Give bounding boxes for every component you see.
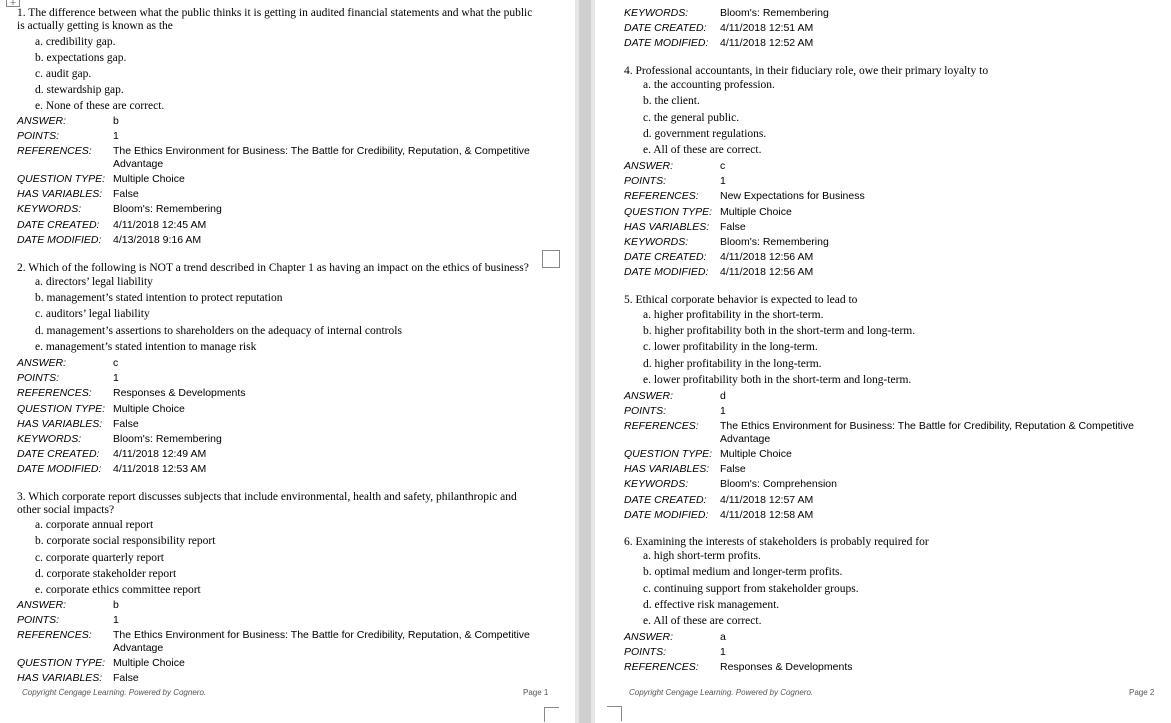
q6-answer-row bbox=[624, 631, 1164, 644]
q5-keywords-row bbox=[624, 478, 1164, 491]
q3-question-type-value: Multiple Choice bbox=[113, 657, 185, 669]
references-label: REFERENCES: bbox=[624, 190, 699, 202]
q5-answer-row bbox=[624, 390, 1164, 403]
q4-date-modified-row bbox=[624, 266, 1164, 279]
question-3-text: 3. Which corporate report discusses subjects that include environmental, health and safety, philanthropic and bbox=[17, 491, 517, 503]
q2-option-d: d. management’s assertions to shareholders on the adequacy of internal controls bbox=[35, 325, 402, 337]
q3-option-d: d. corporate stakeholder report bbox=[35, 568, 177, 580]
q2-question-type-row bbox=[17, 403, 557, 416]
q2-keywords-value: Bloom's: Remembering bbox=[113, 433, 222, 445]
q5-date-modified-value: 4/11/2018 12:58 AM bbox=[720, 509, 814, 521]
q3-option-e: e. corporate ethics committee report bbox=[35, 584, 201, 596]
date-modified-label: DATE MODIFIED: bbox=[624, 509, 709, 521]
prev-date-created-value: 4/11/2018 12:51 AM bbox=[720, 22, 814, 34]
q6-points-value: 1 bbox=[720, 646, 726, 658]
q5-date-created-value: 4/11/2018 12:57 AM bbox=[720, 494, 814, 506]
question-2-text: 2. Which of the following is NOT a trend described in Chapter 1 as having an impact on the ethics of business? bbox=[17, 262, 529, 274]
document-page-2 bbox=[595, 0, 1171, 723]
q4-points-row bbox=[624, 175, 1164, 188]
q1-question-type-row bbox=[17, 173, 557, 186]
question-1-text: 1. The difference between what the public thinks it is getting in audited financial statements and what the public bbox=[17, 7, 533, 19]
q6-option-d: d. effective risk management. bbox=[643, 599, 780, 611]
q5-option-a: a. higher profitability in the short-term. bbox=[643, 309, 824, 321]
question-type-label: QUESTION TYPE: bbox=[17, 403, 106, 415]
has-variables-label: HAS VARIABLES: bbox=[17, 188, 103, 200]
q1-references-row bbox=[17, 145, 557, 158]
q1-references-value-cont: Advantage bbox=[113, 158, 164, 170]
q4-references-row bbox=[624, 190, 1164, 203]
q3-option-a: a. corporate annual report bbox=[35, 519, 154, 531]
q3-has-variables-value: False bbox=[113, 672, 139, 684]
points-label: POINTS: bbox=[624, 175, 667, 187]
date-created-label: DATE CREATED: bbox=[624, 22, 707, 34]
points-label: POINTS: bbox=[624, 646, 667, 658]
page-corner-mark bbox=[544, 707, 559, 722]
q4-option-d: d. government regulations. bbox=[643, 128, 767, 140]
q4-points-value: 1 bbox=[720, 175, 726, 187]
q1-points-row bbox=[17, 130, 557, 143]
question-4-text: 4. Professional accountants, in their fiduciary role, owe their primary loyalty to bbox=[624, 65, 989, 77]
q3-points-value: 1 bbox=[113, 614, 119, 626]
answer-label: ANSWER: bbox=[17, 357, 67, 369]
q1-option-d: d. stewardship gap. bbox=[35, 84, 124, 96]
answer-label: ANSWER: bbox=[17, 599, 67, 611]
q5-question-type-row bbox=[624, 448, 1164, 461]
q5-has-variables-value: False bbox=[720, 463, 746, 475]
q4-option-b: b. the client. bbox=[643, 95, 700, 107]
q6-option-b: b. optimal medium and longer-term profits. bbox=[643, 566, 843, 578]
points-label: POINTS: bbox=[17, 372, 60, 384]
q1-has-variables-value: False bbox=[113, 188, 139, 200]
q4-keywords-value: Bloom's: Remembering bbox=[720, 236, 829, 248]
q2-has-variables-row bbox=[17, 418, 557, 431]
date-created-label: DATE CREATED: bbox=[624, 494, 707, 506]
q3-option-b: b. corporate social responsibility report bbox=[35, 535, 216, 547]
q1-keywords-value: Bloom's: Remembering bbox=[113, 203, 222, 215]
q1-question-type-value: Multiple Choice bbox=[113, 173, 185, 185]
has-variables-label: HAS VARIABLES: bbox=[17, 418, 103, 430]
q2-answer-row bbox=[17, 357, 557, 370]
q2-option-a: a. directors’ legal liability bbox=[35, 276, 153, 288]
answer-label: ANSWER: bbox=[624, 160, 674, 172]
q5-question-type-value: Multiple Choice bbox=[720, 448, 792, 460]
answer-label: ANSWER: bbox=[17, 115, 67, 127]
question-6-text: 6. Examining the interests of stakeholders is probably required for bbox=[624, 536, 929, 548]
q1-option-e: e. None of these are correct. bbox=[35, 100, 165, 112]
q5-points-value: 1 bbox=[720, 405, 726, 417]
question-1-text-cont: is actually getting is known as the bbox=[17, 20, 173, 32]
q1-option-c: c. audit gap. bbox=[35, 68, 92, 80]
q1-date-created-row bbox=[17, 219, 557, 232]
q3-references-value: The Ethics Environment for Business: The Battle for Credibility, Reputation, & Competitive bbox=[113, 629, 530, 641]
q1-option-a: a. credibility gap. bbox=[35, 36, 116, 48]
q2-answer-value: c bbox=[113, 357, 119, 369]
question-type-label: QUESTION TYPE: bbox=[624, 448, 713, 460]
q2-question-type-value: Multiple Choice bbox=[113, 403, 185, 415]
date-modified-label: DATE MODIFIED: bbox=[624, 266, 709, 278]
references-label: REFERENCES: bbox=[17, 387, 92, 399]
q1-keywords-row bbox=[17, 203, 557, 216]
q4-date-modified-value: 4/11/2018 12:56 AM bbox=[720, 266, 814, 278]
keywords-label: KEYWORDS: bbox=[17, 203, 82, 215]
q2-points-row bbox=[17, 372, 557, 385]
q5-date-created-row bbox=[624, 494, 1164, 507]
q1-date-modified-row bbox=[17, 234, 557, 247]
references-label: REFERENCES: bbox=[17, 629, 92, 641]
q3-references-value-cont: Advantage bbox=[113, 642, 164, 654]
q4-answer-row bbox=[624, 160, 1164, 173]
q2-references-row bbox=[17, 387, 557, 400]
q4-question-type-value: Multiple Choice bbox=[720, 206, 792, 218]
q5-answer-value: d bbox=[720, 390, 726, 402]
q3-answer-row bbox=[17, 599, 557, 612]
q4-answer-value: c bbox=[720, 160, 726, 172]
date-created-label: DATE CREATED: bbox=[624, 251, 707, 263]
q4-date-created-row bbox=[624, 251, 1164, 264]
page-footer-copyright: Copyright Cengage Learning. Powered by Cognero. bbox=[629, 688, 814, 697]
date-modified-label: DATE MODIFIED: bbox=[17, 234, 102, 246]
q2-references-value: Responses & Developments bbox=[113, 387, 246, 399]
keywords-label: KEYWORDS: bbox=[624, 236, 689, 248]
points-label: POINTS: bbox=[17, 130, 60, 142]
q6-points-row bbox=[624, 646, 1164, 659]
q3-question-type-row bbox=[17, 657, 557, 670]
references-label: REFERENCES: bbox=[624, 661, 699, 673]
move-handle-icon[interactable]: + bbox=[6, 0, 20, 7]
q6-answer-value: a bbox=[720, 631, 726, 643]
page-number: Page 1 bbox=[523, 688, 549, 697]
q1-has-variables-row bbox=[17, 188, 557, 201]
references-label: REFERENCES: bbox=[17, 145, 92, 157]
q2-keywords-row bbox=[17, 433, 557, 446]
date-created-label: DATE CREATED: bbox=[17, 448, 100, 460]
q5-option-e: e. lower profitability both in the short-term and long-term. bbox=[643, 374, 912, 386]
q5-option-b: b. higher profitability both in the short-term and long-term. bbox=[643, 325, 916, 337]
answer-label: ANSWER: bbox=[624, 390, 674, 402]
q5-keywords-value: Bloom's: Comprehension bbox=[720, 478, 837, 490]
q5-option-d: d. higher profitability in the long-term. bbox=[643, 358, 822, 370]
q1-points-value: 1 bbox=[113, 130, 119, 142]
vertical-scrollbar[interactable] bbox=[579, 0, 591, 723]
date-modified-label: DATE MODIFIED: bbox=[624, 37, 709, 49]
q1-answer-value: b bbox=[113, 115, 119, 127]
q3-points-row bbox=[17, 614, 557, 627]
q1-date-created-value: 4/11/2018 12:45 AM bbox=[113, 219, 207, 231]
q5-has-variables-row bbox=[624, 463, 1164, 476]
question-3-text-cont: other social impacts? bbox=[17, 504, 115, 516]
q3-option-c: c. corporate quarterly report bbox=[35, 552, 164, 564]
checkbox[interactable] bbox=[542, 250, 560, 268]
points-label: POINTS: bbox=[17, 614, 60, 626]
answer-label: ANSWER: bbox=[624, 631, 674, 643]
q4-references-value: New Expectations for Business bbox=[720, 190, 865, 202]
q6-option-a: a. high short-term profits. bbox=[643, 550, 761, 562]
q4-question-type-row bbox=[624, 206, 1164, 219]
q6-references-row bbox=[624, 661, 1164, 674]
prev-date-modified-value: 4/11/2018 12:52 AM bbox=[720, 37, 814, 49]
q4-option-a: a. the accounting profession. bbox=[643, 79, 775, 91]
has-variables-label: HAS VARIABLES: bbox=[624, 221, 710, 233]
page-footer-copyright: Copyright Cengage Learning. Powered by Cognero. bbox=[22, 688, 207, 697]
q2-date-created-row bbox=[17, 448, 557, 461]
q5-references-value-cont: Advantage bbox=[720, 433, 771, 445]
date-created-label: DATE CREATED: bbox=[17, 219, 100, 231]
q2-date-created-value: 4/11/2018 12:49 AM bbox=[113, 448, 207, 460]
q6-option-e: e. All of these are correct. bbox=[643, 615, 762, 627]
prev-keywords-row bbox=[624, 7, 1164, 20]
q1-answer-row bbox=[17, 115, 557, 128]
q4-has-variables-row bbox=[624, 221, 1164, 234]
q2-has-variables-value: False bbox=[113, 418, 139, 430]
q1-date-modified-value: 4/13/2018 9:16 AM bbox=[113, 234, 202, 246]
q3-references-row bbox=[17, 629, 557, 642]
prev-date-modified-row bbox=[624, 37, 1164, 50]
keywords-label: KEYWORDS: bbox=[17, 433, 82, 445]
q2-points-value: 1 bbox=[113, 372, 119, 384]
prev-date-created-row bbox=[624, 22, 1164, 35]
document-page-1 bbox=[0, 0, 575, 723]
q5-references-row bbox=[624, 420, 1164, 433]
q6-references-value: Responses & Developments bbox=[720, 661, 853, 673]
date-modified-label: DATE MODIFIED: bbox=[17, 463, 102, 475]
page-corner-mark bbox=[607, 706, 622, 721]
question-type-label: QUESTION TYPE: bbox=[17, 173, 106, 185]
q2-date-modified-value: 4/11/2018 12:53 AM bbox=[113, 463, 207, 475]
q2-option-b: b. management’s stated intention to protect reputation bbox=[35, 292, 283, 304]
q4-has-variables-value: False bbox=[720, 221, 746, 233]
references-label: REFERENCES: bbox=[624, 420, 699, 432]
q1-option-b: b. expectations gap. bbox=[35, 52, 127, 64]
q4-option-c: c. the general public. bbox=[643, 112, 740, 124]
q5-date-modified-row bbox=[624, 509, 1164, 522]
q2-option-c: c. auditors’ legal liability bbox=[35, 308, 150, 320]
q6-option-c: c. continuing support from stakeholder groups. bbox=[643, 583, 859, 595]
q4-keywords-row bbox=[624, 236, 1164, 249]
question-5-text: 5. Ethical corporate behavior is expected to lead to bbox=[624, 294, 858, 306]
q3-answer-value: b bbox=[113, 599, 119, 611]
q3-has-variables-row bbox=[17, 672, 557, 685]
q4-date-created-value: 4/11/2018 12:56 AM bbox=[720, 251, 814, 263]
q2-date-modified-row bbox=[17, 463, 557, 476]
q5-points-row bbox=[624, 405, 1164, 418]
has-variables-label: HAS VARIABLES: bbox=[17, 672, 103, 684]
keywords-label: KEYWORDS: bbox=[624, 478, 689, 490]
q1-references-value: The Ethics Environment for Business: The Battle for Credibility, Reputation, & Competitive bbox=[113, 145, 530, 157]
keywords-label: KEYWORDS: bbox=[624, 7, 689, 19]
prev-keywords-value: Bloom's: Remembering bbox=[720, 7, 829, 19]
q5-references-value: The Ethics Environment for Business: The Battle for Credibility, Reputation & Competitive bbox=[720, 420, 1134, 432]
points-label: POINTS: bbox=[624, 405, 667, 417]
q5-option-c: c. lower profitability in the long-term. bbox=[643, 341, 818, 353]
question-type-label: QUESTION TYPE: bbox=[17, 657, 106, 669]
q2-option-e: e. management’s stated intention to manage risk bbox=[35, 341, 257, 353]
page-number: Page 2 bbox=[1129, 688, 1155, 697]
has-variables-label: HAS VARIABLES: bbox=[624, 463, 710, 475]
q4-option-e: e. All of these are correct. bbox=[643, 144, 762, 156]
question-type-label: QUESTION TYPE: bbox=[624, 206, 713, 218]
